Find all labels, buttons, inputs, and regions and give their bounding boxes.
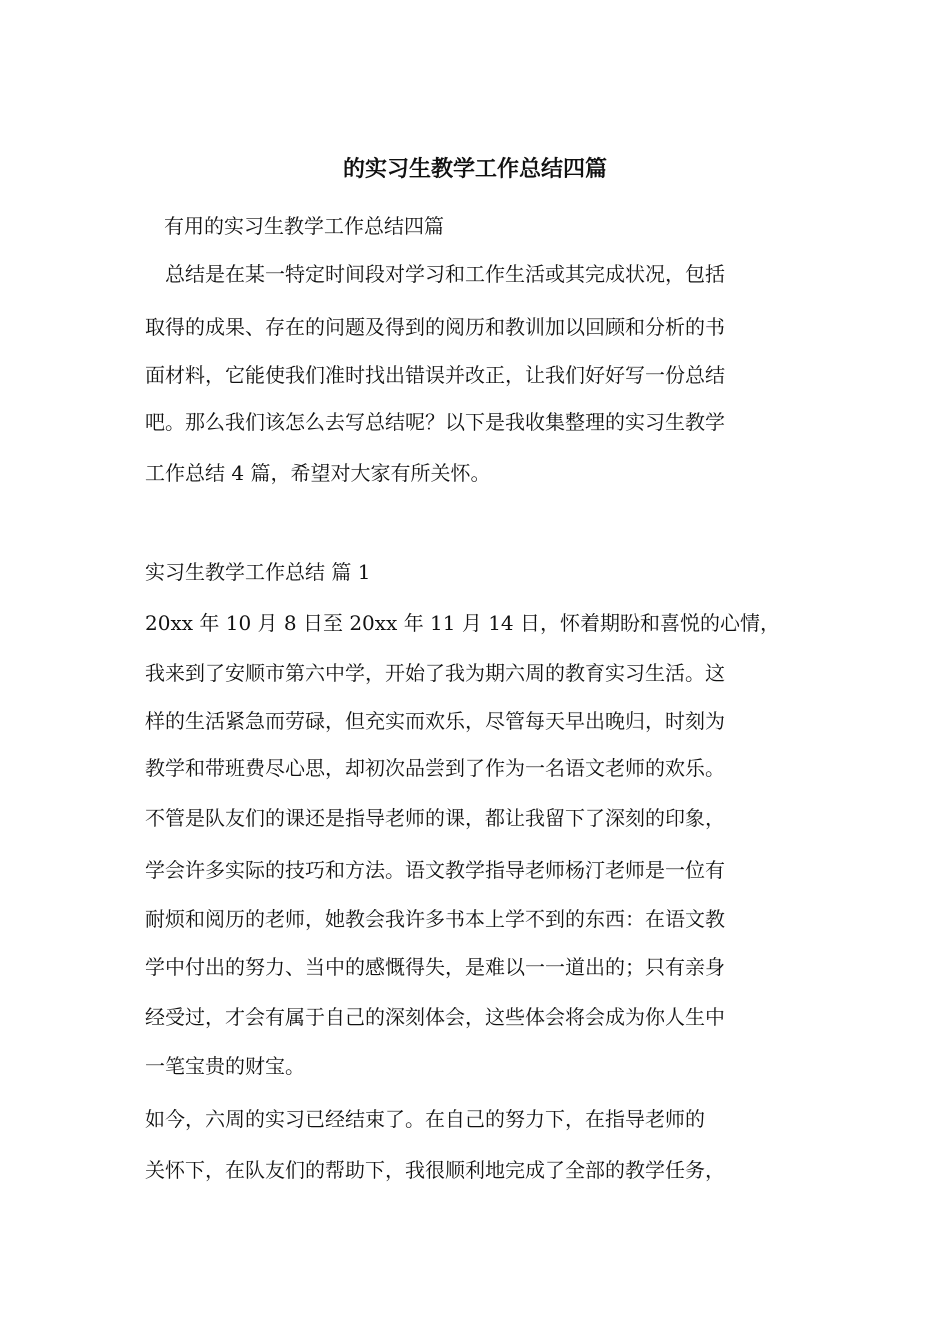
intro-line: 取得的成果、存在的问题及得到的阅历和教训加以回顾和分析的书: [145, 315, 725, 339]
intro-line: 工作总结 4 篇，希望对大家有所关怀。: [145, 461, 491, 485]
document-subtitle: 有用的实习生教学工作总结四篇: [164, 214, 444, 238]
paragraph-line: 学中付出的努力、当中的感慨得失，是难以一一道出的；只有亲身: [145, 955, 725, 979]
intro-line: 吧。那么我们该怎么去写总结呢？以下是我收集整理的实习生教学: [145, 410, 725, 434]
intro-line: 面材料，它能使我们准时找出错误并改正，让我们好好写一份总结: [145, 363, 725, 387]
paragraph-line: 不管是队友们的课还是指导老师的课，都让我留下了深刻的印象，: [145, 806, 725, 830]
section-heading: 实习生教学工作总结 篇 1: [145, 560, 371, 584]
paragraph-line: 样的生活紧急而劳碌，但充实而欢乐，尽管每天早出晚归，时刻为: [145, 709, 725, 733]
paragraph-line: 我来到了安顺市第六中学，开始了我为期六周的教育实习生活。这: [145, 661, 725, 685]
paragraph-line: 20xx 年 10 月 8 日至 20xx 年 11 月 14 日，怀着期盼和喜悦的心情，: [145, 611, 781, 635]
paragraph-line: 学会许多实际的技巧和方法。语文教学指导老师杨汀老师是一位有: [145, 858, 725, 882]
paragraph-line: 教学和带班费尽心思，却初次品尝到了作为一名语文老师的欢乐。: [145, 756, 725, 780]
document-title: 的实习生教学工作总结四篇: [342, 157, 607, 182]
paragraph-line: 关怀下，在队友们的帮助下，我很顺利地完成了全部的教学任务，: [145, 1158, 725, 1182]
intro-line: 总结是在某一特定时间段对学习和工作生活或其完成状况，包括: [145, 262, 725, 286]
paragraph-line: 一笔宝贵的财宝。: [145, 1054, 305, 1078]
paragraph-line: 耐烦和阅历的老师，她教会我许多书本上学不到的东西：在语文教: [145, 907, 725, 931]
paragraph-line: 如今，六周的实习已经结束了。在自己的努力下，在指导老师的: [145, 1107, 705, 1131]
paragraph-line: 经受过，才会有属于自己的深刻体会，这些体会将会成为你人生中: [145, 1005, 725, 1029]
